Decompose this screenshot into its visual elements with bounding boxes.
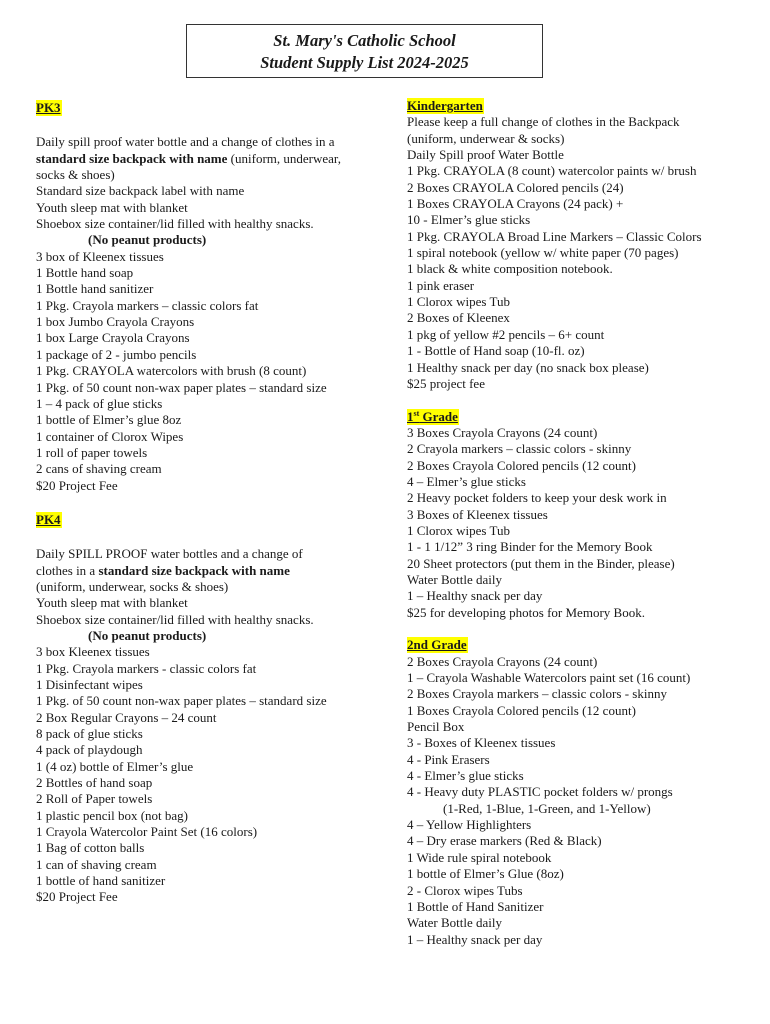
- list-item: 4 - Heavy duty PLASTIC pocket folders w/ prongs: [407, 784, 673, 800]
- list-item: Standard size backpack label with name: [36, 183, 245, 199]
- list-item: 1 bottle of hand sanitizer: [36, 873, 166, 889]
- pk4-items-before: [36, 595, 381, 628]
- pk3-peanut-note: (No peanut products): [88, 232, 207, 248]
- list-item: 1 – Crayola Washable Watercolors paint set (16 count): [407, 670, 691, 686]
- kindergarten-project-fee: $25 project fee: [407, 375, 485, 391]
- list-item: 1 Bottle of Hand Sanitizer: [407, 898, 544, 914]
- list-item: 20 Sheet protectors (put them in the Binder, please): [407, 555, 675, 571]
- folder-colors-note: (1-Red, 1-Blue, 1-Green, and 1-Yellow): [443, 800, 651, 816]
- grade2-items: [407, 654, 732, 948]
- list-item: 4 – Dry erase markers (Red & Black): [407, 833, 602, 849]
- list-item: 4 - Elmer’s glue sticks: [407, 768, 524, 784]
- right-column: [407, 98, 732, 948]
- list-item: 1 Pkg. of 50 count non-wax paper plates – standard size: [36, 379, 327, 395]
- pk4-intro-line3: (uniform, underwear, socks & shoes): [36, 578, 229, 594]
- list-item: 3 Boxes of Kleenex tissues: [407, 506, 548, 522]
- list-item: Please keep a full change of clothes in the Backpack: [407, 114, 680, 130]
- list-item: 1 Bag of cotton balls: [36, 840, 145, 856]
- pk3-project-fee: $20 Project Fee: [36, 477, 118, 493]
- list-item: Daily Spill proof Water Bottle: [407, 147, 564, 163]
- list-item: 1 Healthy snack per day (no snack box please): [407, 359, 649, 375]
- list-item: 4 - Pink Erasers: [407, 751, 490, 767]
- list-item: 1 (4 oz) bottle of Elmer’s glue: [36, 758, 194, 774]
- list-item: 1 Pkg. CRAYOLA watercolors with brush (8 count): [36, 363, 307, 379]
- list-item: 1 container of Clorox Wipes: [36, 428, 184, 444]
- list-item: 1 - Bottle of Hand soap (10-fl. oz): [407, 343, 585, 359]
- list-item: 1 Clorox wipes Tub: [407, 294, 510, 310]
- list-item: 2 Boxes Crayola markers – classic colors - skinny: [407, 686, 667, 702]
- list-item: 1 – Healthy snack per day: [407, 588, 543, 604]
- list-item: Youth sleep mat with blanket: [36, 595, 188, 611]
- school-name: St. Mary's Catholic School: [273, 31, 456, 50]
- list-item: 1 Clorox wipes Tub: [407, 522, 510, 538]
- list-item: 2 Boxes of Kleenex: [407, 310, 510, 326]
- pk3-items-before: [36, 183, 381, 232]
- list-item: 1 Boxes Crayola Colored pencils (12 count): [407, 702, 636, 718]
- kindergarten-heading: Kindergarten: [407, 98, 483, 113]
- list-item: 2 Boxes Crayola Crayons (24 count): [407, 653, 598, 669]
- list-item: 8 pack of glue sticks: [36, 726, 143, 742]
- list-item: 1 roll of paper towels: [36, 444, 148, 460]
- list-item: 1 Pkg. of 50 count non-wax paper plates – standard size: [36, 693, 327, 709]
- list-item: 3 box of Kleenex tissues: [36, 248, 164, 264]
- list-item: 1 package of 2 - jumbo pencils: [36, 346, 197, 362]
- list-title: Student Supply List 2024-2025: [260, 53, 469, 72]
- grade1-items: [407, 425, 732, 621]
- document-title-box: [186, 24, 543, 78]
- kindergarten-items: [407, 114, 732, 392]
- list-item: 2 - Clorox wipes Tubs: [407, 882, 523, 898]
- list-item: Shoebox size container/lid filled with healthy snacks.: [36, 611, 314, 627]
- list-item: 4 – Elmer’s glue sticks: [407, 473, 526, 489]
- list-item: 2 Bottles of hand soap: [36, 775, 153, 791]
- list-item: 1 box Jumbo Crayola Crayons: [36, 314, 195, 330]
- list-item: 1 black & white composition notebook.: [407, 261, 613, 277]
- list-item: 1 Pkg. CRAYOLA Broad Line Markers – Classic Colors: [407, 228, 702, 244]
- pk4-project-fee: $20 Project Fee: [36, 889, 118, 905]
- pk3-items-after: [36, 249, 381, 494]
- grade1-photo-fee: $25 for developing photos for Memory Book.: [407, 604, 645, 620]
- list-item: 2 Crayola markers – classic colors - skinny: [407, 441, 632, 457]
- list-item: 4 – Yellow Highlighters: [407, 817, 532, 833]
- list-item: Water Bottle daily: [407, 915, 502, 931]
- pk4-peanut-note: (No peanut products): [88, 627, 207, 643]
- list-item: 1 Pkg. CRAYOLA (8 count) watercolor paints w/ brush: [407, 163, 697, 179]
- list-item: 1 bottle of Elmer’s glue 8oz: [36, 412, 182, 428]
- list-item: 1 Pkg. Crayola markers – classic colors fat: [36, 297, 259, 313]
- list-item: 2 cans of shaving cream: [36, 461, 162, 477]
- list-item: 1 – 4 pack of glue sticks: [36, 395, 163, 411]
- list-item: 2 Boxes Crayola Colored pencils (12 count): [407, 457, 636, 473]
- list-item: 1 Wide rule spiral notebook: [407, 849, 552, 865]
- pk4-intro-line1: Daily SPILL PROOF water bottles and a change of: [36, 546, 303, 562]
- list-item: 1 Bottle hand sanitizer: [36, 281, 154, 297]
- list-item: Pencil Box: [407, 719, 465, 735]
- list-item: 1 can of shaving cream: [36, 856, 157, 872]
- list-item: 1 Crayola Watercolor Paint Set (16 colors): [36, 824, 258, 840]
- list-item: 1 plastic pencil box (not bag): [36, 807, 188, 823]
- list-item: 1 – Healthy snack per day: [407, 931, 543, 947]
- list-item: Shoebox size container/lid filled with healthy snacks.: [36, 216, 314, 232]
- pk3-intro-line1: Daily spill proof water bottle and a change of clothes in a: [36, 134, 335, 150]
- list-item: 2 Roll of Paper towels: [36, 791, 153, 807]
- list-item: 1 Boxes CRAYOLA Crayons (24 pack) +: [407, 196, 624, 212]
- list-item: 1 Disinfectant wipes: [36, 677, 143, 692]
- list-item: 3 - Boxes of Kleenex tissues: [407, 735, 556, 751]
- pk3-intro-line2: standard size backpack with name (uniform, underwear,: [36, 150, 341, 166]
- pk3-backpack-bold: standard size backpack with name: [36, 150, 228, 166]
- list-item: Water Bottle daily: [407, 571, 502, 587]
- list-item: 2 Box Regular Crayons – 24 count: [36, 709, 217, 725]
- list-item: 3 Boxes Crayola Crayons (24 count): [407, 424, 598, 440]
- pk3-heading: PK3: [36, 100, 61, 115]
- pk4-intro-line2: clothes in a standard size backpack with name: [36, 562, 290, 578]
- pk4-items-after: [36, 644, 381, 906]
- list-item: 1 pkg of yellow #2 pencils – 6+ count: [407, 326, 605, 342]
- left-column: [36, 100, 381, 906]
- list-item: (uniform, underwear & socks): [407, 130, 565, 146]
- list-item: 1 pink eraser: [407, 277, 475, 293]
- list-item: 10 - Elmer’s glue sticks: [407, 212, 531, 228]
- list-item: 1 Pkg. Crayola markers - classic colors fat: [36, 660, 257, 676]
- list-item: 1 Bottle hand soap: [36, 265, 134, 281]
- list-item: 1 spiral notebook (yellow w/ white paper (70 pages): [407, 245, 679, 261]
- pk4-backpack-bold: standard size backpack with name: [98, 562, 290, 578]
- list-item: 2 Heavy pocket folders to keep your desk work in: [407, 490, 667, 506]
- list-item: Youth sleep mat with blanket: [36, 199, 188, 215]
- grade1-heading: 1st Grade: [407, 408, 458, 424]
- list-item: 2 Boxes CRAYOLA Colored pencils (24): [407, 179, 624, 195]
- pk3-intro-line3: socks & shoes): [36, 167, 115, 183]
- pk4-heading: PK4: [36, 511, 61, 527]
- list-item: 4 pack of playdough: [36, 742, 143, 758]
- list-item: 1 - 1 1/12” 3 ring Binder for the Memory Book: [407, 539, 653, 555]
- list-item: 3 box Kleenex tissues: [36, 644, 150, 660]
- list-item: 1 box Large Crayola Crayons: [36, 330, 190, 346]
- list-item: 1 bottle of Elmer’s Glue (8oz): [407, 866, 564, 882]
- grade2-heading: 2nd Grade: [407, 637, 467, 653]
